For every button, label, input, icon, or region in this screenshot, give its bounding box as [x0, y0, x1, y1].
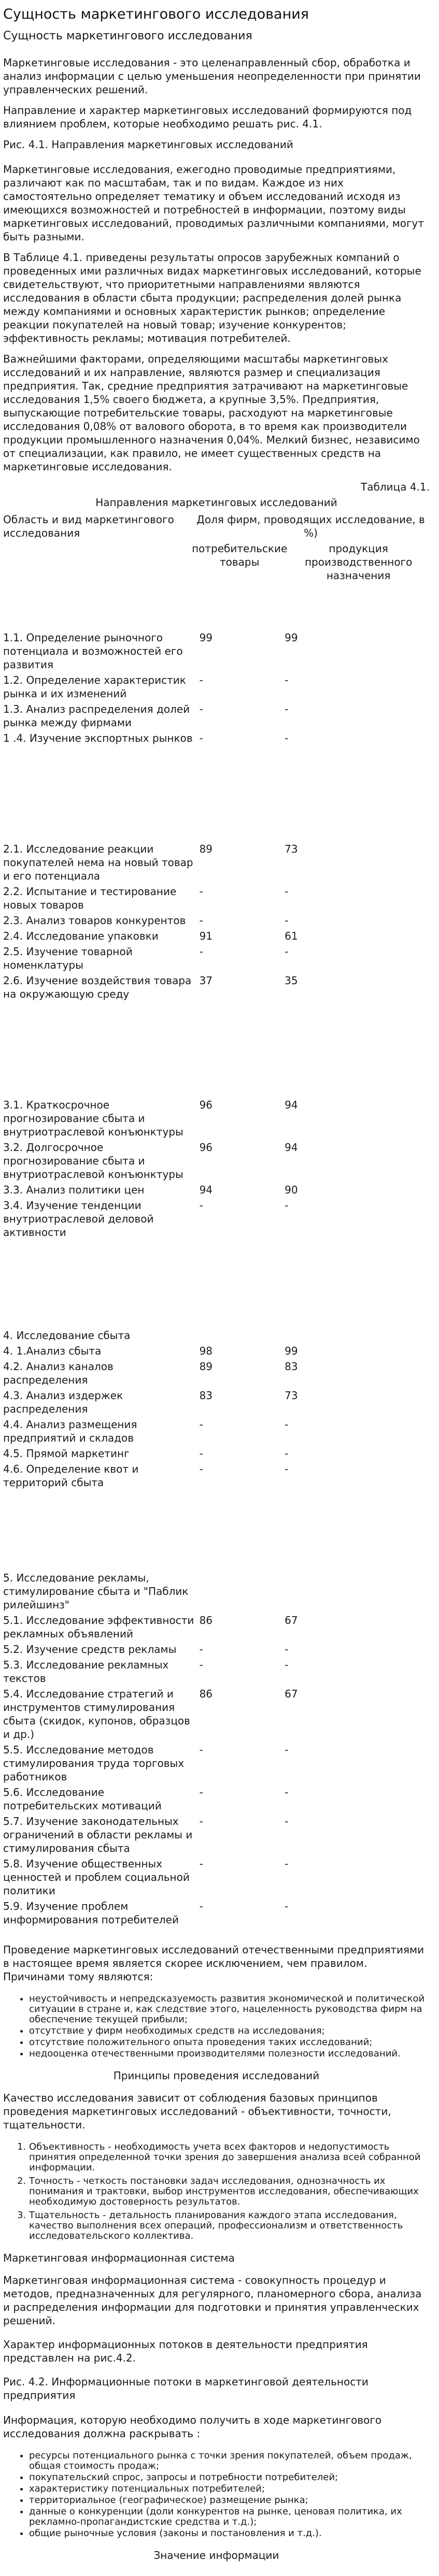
table-cell-consumer: - [199, 1858, 203, 1870]
table-cell-industrial: - [285, 1199, 289, 1212]
list-item: • покупательский спрос, запросы и потребности потребителей; [29, 2472, 430, 2483]
table-cell-consumer: 89 [199, 1360, 213, 1373]
table-cell-label: 5. Исследование рекламы, стимулирование сбыта и "Паблик рилейшинз" [3, 1572, 189, 1611]
table-row [3, 1417, 430, 1446]
table-cell-industrial: 35 [285, 974, 298, 987]
table-cell-consumer: 37 [199, 974, 213, 987]
table-cell-industrial: 99 [285, 631, 298, 644]
table-row [3, 1461, 430, 1490]
table-cell-consumer: - [199, 703, 203, 715]
table-cell-industrial: - [285, 1659, 289, 1671]
table-cell-consumer: - [199, 1786, 203, 1798]
table-cell-consumer: - [199, 1199, 203, 1212]
table-row [3, 1182, 430, 1198]
table-caption: Таблица 4.1. [361, 481, 430, 493]
table-cell-consumer: - [199, 1744, 203, 1756]
page-subtitle: Сущность маркетингового исследования [3, 30, 252, 42]
paragraph-factors: Важнейшими факторами, определяющими масштабы маркетинговых исследований и их направление, являются размер и специализация предприятия. Так, средние предприятия затрачивают на маркетинговые исследования 1,5% своего бюджета, а крупные 3,5%. Предприятия, выпускающие потребительские товары, расходуют на маркетинговые исследования 0,08% от валового оборота, в то время как производители продукции промышленного назначения 0,04%. Мелкий бизнес, независимо от специализации, как правило, не имеет существенных средств на маркетинговые исследования. [3, 353, 420, 473]
table-cell-label: 2.2. Испытание и тестирование новых товаров [3, 885, 177, 911]
table-spacer-cell [3, 1490, 430, 1570]
table-cell-consumer: - [199, 1418, 203, 1431]
table-cell-label: 2.5. Изучение товарной номенклатуры [3, 945, 133, 971]
table-cell-industrial: - [285, 1643, 289, 1656]
table-cell-consumer: 91 [199, 930, 213, 942]
table-cell-consumer: 99 [199, 631, 213, 644]
table-cell-consumer: - [199, 1900, 203, 1912]
list-item: 2. Точность - четкость постановки задач исследования, однозначность их понимания и трактовки, выбор инструментов исследования, обеспечивающих необходимую достоверность результатов. [29, 2176, 430, 2207]
table-cell-industrial: 94 [285, 1141, 298, 1154]
table-row [3, 1785, 430, 1814]
table-row [3, 1388, 430, 1417]
paragraph-mis-definition: Маркетинговая информационная система - совокупность процедур и методов, предназначенных для регулярного, планомерного сбора, анализа и распределения информации для подготовки и принятия управленческих решений. [3, 2274, 422, 2327]
table-cell-consumer: 86 [199, 1688, 213, 1700]
header-share: Доля фирм, проводящих исследование, в %) [196, 513, 425, 539]
table-row [3, 841, 430, 884]
table-cell-industrial: 67 [285, 1688, 298, 1700]
table-cell-consumer: - [199, 1815, 203, 1827]
table-cell-industrial: - [285, 1900, 289, 1912]
table-cell-label: 5.1. Исследование эффективности рекламных объявлений [3, 1614, 194, 1640]
list-item: • отсутствие положительного опыта проведения таких исследований; [29, 2037, 430, 2048]
table-cell-industrial: 94 [285, 1099, 298, 1111]
table-row [3, 928, 430, 944]
list-item: • отсутствие у фирм необходимых средств на исследования; [29, 2026, 430, 2036]
table-row [3, 1613, 430, 1642]
table-cell-label: 5.5. Исследование методов стимулирования труда торговых работников [3, 1744, 185, 1783]
table-cell-label: 2.6. Изучение воздействия товара на окружающую среду [3, 974, 192, 1000]
table-cell-industrial: 99 [285, 1345, 298, 1357]
table-cell-consumer: 83 [199, 1389, 213, 1402]
table-cell-label: 1 .4. Изучение экспортных рынков [3, 732, 193, 744]
table-spacer-cell [3, 1240, 430, 1328]
paragraph-definition: Маркетинговые исследования - это целенаправленный сбор, обработка и анализ информации с целью уменьшения неопределенности при принятии управленческих решений. [3, 56, 421, 96]
table-cell-consumer: 89 [199, 843, 213, 855]
table-row [3, 1898, 430, 1927]
table-cell-consumer: - [199, 1659, 203, 1671]
table-cell-label: 1.2. Определение характеристик рынка и их изменений [3, 674, 186, 700]
table-row [3, 1198, 430, 1240]
research-directions-table [3, 512, 430, 583]
table-cell-consumer: 86 [199, 1614, 213, 1627]
table-cell-consumer: 96 [199, 1141, 213, 1154]
table-cell-label: 5.7. Изучение законодательных ограничений в области рекламы и стимулирования сбыта [3, 1815, 193, 1854]
paragraph-mis-flows: Характер информационных потоков в деятельности предприятия представлен на рис.4.2. [3, 2338, 368, 2364]
table-cell-industrial: - [285, 914, 289, 927]
table-cell-consumer: 96 [199, 1099, 213, 1111]
table-row [3, 1140, 430, 1182]
table-row [3, 1856, 430, 1898]
table-cell-industrial: 90 [285, 1184, 298, 1196]
list-item: • общие рыночные условия (законы и постановления и т.д.). [29, 2528, 430, 2539]
table-cell-label: 4.2. Анализ каналов распределения [3, 1360, 114, 1386]
table-cell-label: 4. Исследование сбыта [3, 1329, 131, 1342]
mis-info-list [3, 2451, 430, 2539]
list-item: • данные о конкуренции (доли конкурентов на рынке, ценовая политика, их рекламно-пропагандистские средства и т.д.); [29, 2507, 430, 2527]
table-header-row [3, 512, 430, 541]
table-cell-consumer: - [199, 1643, 203, 1656]
table-spacer-cell [3, 746, 430, 841]
table-cell-label: 5.3. Исследование рекламных текстов [3, 1659, 169, 1685]
table-spacer-cell [3, 1002, 430, 1097]
table-cell-consumer [200, 1328, 285, 1343]
list-item: • характеристику потенциальных потребителей; [29, 2484, 430, 2494]
table-cell-industrial: 61 [285, 930, 298, 942]
table-row [3, 701, 430, 730]
table-cell-industrial: - [285, 1858, 289, 1870]
table-cell-label: 4.3. Анализ издержек распределения [3, 1389, 123, 1415]
table-row [3, 1814, 430, 1856]
table-spacer [3, 1002, 430, 1097]
table-cell-label: 2.3. Анализ товаров конкурентов [3, 914, 186, 927]
value-heading: Значение информации [153, 2549, 279, 2561]
table-cell-label: 4.6. Определение квот и территорий сбыта [3, 1463, 139, 1489]
table-cell-industrial: - [285, 1447, 289, 1460]
header-consumer: потребительские товары [192, 542, 288, 568]
table-cell-industrial: - [285, 1786, 289, 1798]
paragraph-direction: Направление и характер маркетинговых исследований формируются под влиянием проблем, которые необходимо решать рис. 4.1. [3, 104, 412, 130]
header-industrial: продукция производственного назначения [304, 542, 413, 582]
table-cell-industrial: - [285, 1815, 289, 1827]
list-item: 3. Тщательность - детальность планирования каждого этапа исследования, качество выполнения всех операций, профессионализм и ответственность исследовательского коллектива. [29, 2210, 430, 2241]
principles-heading: Принципы проведения исследований [113, 2069, 320, 2082]
table-row [3, 913, 430, 928]
table-cell-label: 1.1. Определение рыночного потенциала и возможностей его развития [3, 631, 183, 671]
table-cell-industrial [285, 1328, 430, 1343]
list-item: • недооценка отечественными производителями полезности исследований. [29, 2049, 430, 2059]
paragraph-mis-info: Информация, которую необходимо получить в ходе маркетингового исследования должна раскрывать : [3, 2414, 382, 2440]
table-cell-consumer: - [199, 732, 203, 744]
table-row [3, 672, 430, 701]
table-cell-label: 3.1. Краткосрочное прогнозирование сбыта и внутриотраслевой конъюнктуры [3, 1099, 183, 1138]
table-cell-label: 5.6. Исследование потребительских мотиваций [3, 1786, 162, 1812]
list-item: 1. Объективность - необходимость учета всех факторов и недопустимость принятия определенной точки зрения до завершения анализа всей собранной информации. [29, 2142, 430, 2173]
table-cell-label: 4.5. Прямой маркетинг [3, 1447, 130, 1460]
figure-caption-4-2: Рис. 4.2. Информационные потоки в маркетинговой деятельности предприятия [3, 2376, 369, 2401]
table-cell-label: 3.3. Анализ политики цен [3, 1184, 145, 1196]
list-item: • территориальное (географическое) размещение рынка; [29, 2495, 430, 2506]
table-cell-consumer: - [199, 914, 203, 927]
paragraph-scale: Маркетинговые исследования, ежегодно проводимые предприятиями, различают как по масштабам, так и по видам. Каждое из них самостоятельно определяет тематику и объем исследований исходя из имеющихся возможностей и потребностей в информации, поэтому виды маркетинговых исследований, проводимых различными компаниями, могут быть разными. [3, 163, 424, 243]
table-cell-label: 1.3. Анализ распределения долей рынка между фирмами [3, 703, 190, 729]
table-row [3, 1657, 430, 1686]
table-row [3, 1642, 430, 1657]
table-cell-label: 3.4. Изучение тенденции внутриотраслевой деловой активности [3, 1199, 154, 1239]
table-cell-consumer: - [199, 1447, 203, 1460]
table-row [3, 1570, 430, 1613]
table-row [3, 630, 430, 672]
principles-list [3, 2142, 430, 2241]
table-cell-consumer: - [199, 1463, 203, 1475]
table-row [3, 1686, 430, 1742]
table-cell-industrial: - [285, 945, 289, 958]
table-cell-consumer: - [199, 674, 203, 686]
table-row [3, 884, 430, 913]
table-cell-industrial: 67 [285, 1614, 298, 1627]
table-cell-industrial: - [285, 1463, 289, 1475]
table-cell-consumer: 94 [199, 1184, 213, 1196]
table-spacer [3, 1240, 430, 1328]
table-row [3, 1097, 430, 1140]
table-cell-consumer: 98 [199, 1345, 213, 1357]
table-cell-industrial: - [285, 674, 289, 686]
table-cell-industrial: - [285, 1744, 289, 1756]
table-cell-label: 4.4. Анализ размещения предприятий и складов [3, 1418, 137, 1444]
figure-caption-4-1: Рис. 4.1. Направления маркетинговых исследований [3, 138, 293, 151]
table-row [3, 973, 430, 1002]
header-area: Область и вид маркетингового исследования [3, 513, 174, 539]
table-cell-industrial: 73 [285, 1389, 298, 1402]
table-row [3, 1742, 430, 1785]
table-cell-label: 5.4. Исследование стратегий и инструментов стимулирования сбыта (скидок, купонов, образцов и др.) [3, 1688, 190, 1740]
table-cell-label: 3.2. Долгосрочное прогнозирование сбыта и внутриотраслевой конъюнктуры [3, 1141, 183, 1181]
table-cell-label: 5.8. Изучение общественных ценностей и проблем социальной политики [3, 1858, 190, 1897]
table-title: Направления маркетинговых исследований [95, 496, 337, 509]
table-spacer [3, 1490, 430, 1570]
table-cell-industrial [285, 1570, 430, 1613]
table-row [3, 1359, 430, 1388]
paragraph-principles-intro: Качество исследования зависит от соблюдения базовых принципов проведения маркетинговых исследований - объективности, точности, тщательности. [3, 2092, 391, 2131]
table-cell-industrial: - [285, 885, 289, 898]
table-row [3, 1343, 430, 1359]
table-cell-consumer [200, 1570, 285, 1613]
table-cell-industrial: 73 [285, 843, 298, 855]
domestic-reasons-list [3, 1994, 430, 2059]
table-cell-consumer: - [199, 945, 203, 958]
table-cell-industrial: 83 [285, 1360, 298, 1373]
table-cell-label: 4. 1.Анализ сбыта [3, 1345, 102, 1357]
table-spacer [3, 746, 430, 841]
table-row [3, 730, 430, 746]
table-cell-label: 5.2. Изучение средств рекламы [3, 1643, 177, 1656]
page-title: Сущность маркетингового исследования [3, 6, 309, 22]
table-cell-label: 5.9. Изучение проблем информирования потребителей [3, 1900, 179, 1926]
paragraph-domestic: Проведение маркетинговых исследований отечественными предприятиями в настоящее время является скорее исключением, чем правилом. Причинами тому являются: [3, 1944, 424, 1983]
table-cell-label: 2.1. Исследование реакции покупателей нема на новый товар и его потенциала [3, 843, 193, 882]
table-cell-industrial: - [285, 732, 289, 744]
list-item: • ресурсы потенциального рынка с точки зрения покупателей, объем продаж, общая стоимость продаж; [29, 2451, 430, 2471]
table-cell-consumer: - [199, 885, 203, 898]
paragraph-table-intro: В Таблице 4.1. приведены результаты опросов зарубежных компаний о проведенных ими различных видах маркетинговых исследований, которые свидетельствуют, что приоритетными направлениями являются исследования в области сбыта продукции; распределения долей рынка между компаниями и основных характеристик рынков; определение реакции покупателей на новый товар; изучение конкурентов; эффективность рекламы; мотивация потребителей. [3, 251, 421, 344]
table-row [3, 1446, 430, 1461]
research-directions-table-body [3, 630, 430, 1927]
list-item: • неустойчивость и непредсказуемость развития экономической и политической ситуации в стране и, как следствие этого, нацеленность руководства фирм на обеспечение текущей прибыли; [29, 1994, 430, 2025]
table-cell-industrial: - [285, 703, 289, 715]
table-cell-industrial: - [285, 1418, 289, 1431]
table-row [3, 944, 430, 973]
table-row [3, 1328, 430, 1343]
mis-heading: Маркетинговая информационная система [3, 2252, 235, 2264]
table-cell-label: 2.4. Исследование упаковки [3, 930, 159, 942]
